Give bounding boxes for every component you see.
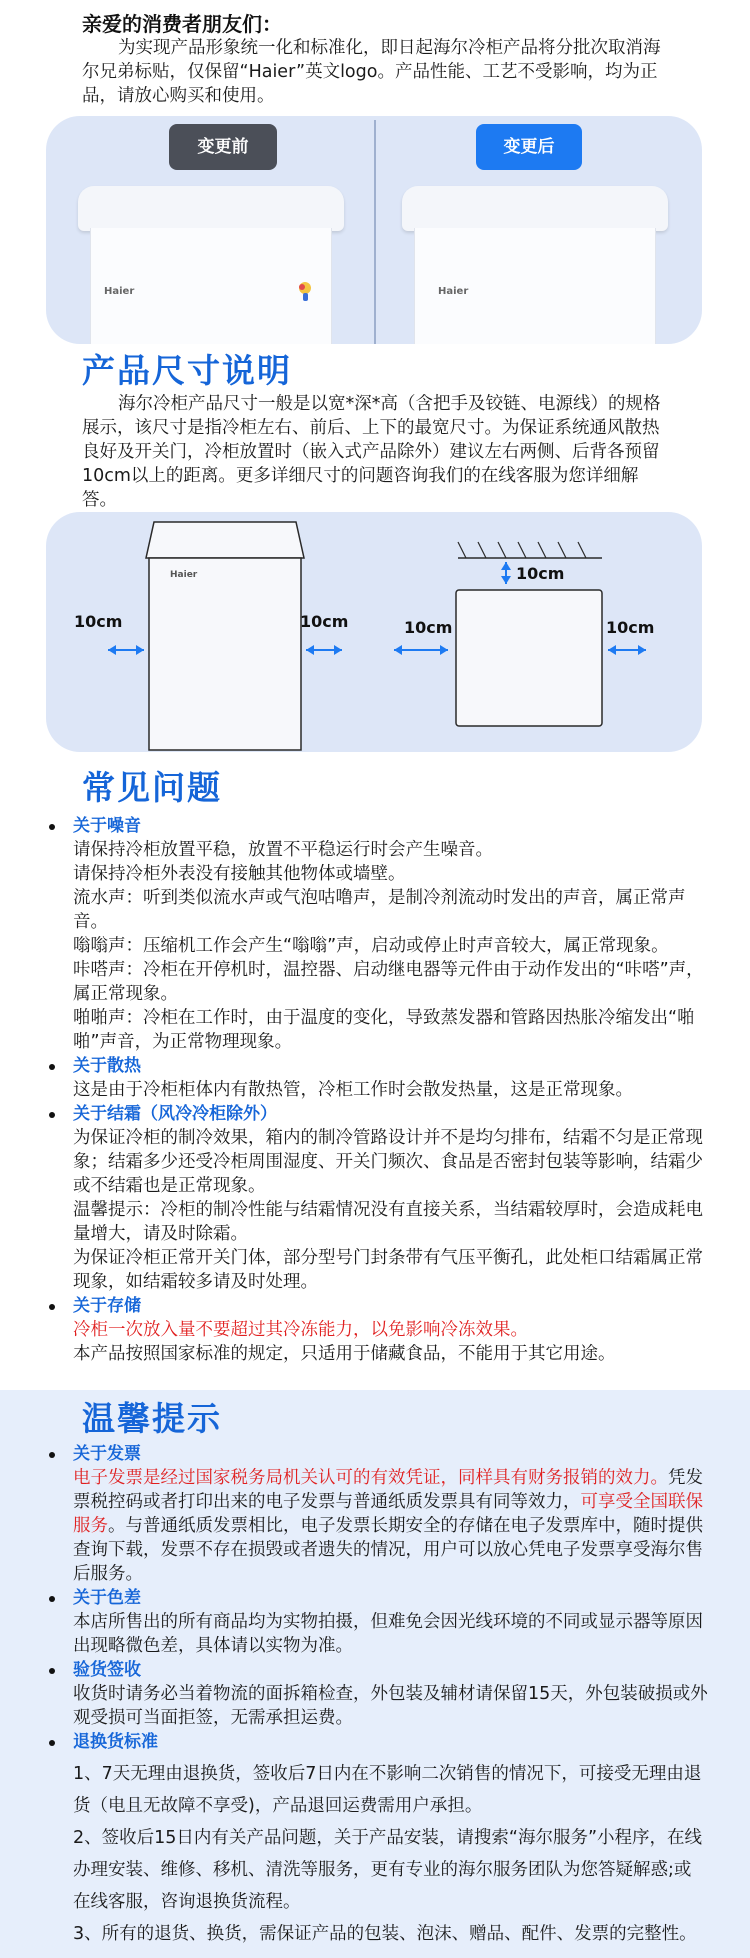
faq-heat-heading: 关于散热 bbox=[73, 1056, 141, 1076]
fridge-after-brand: Haier bbox=[438, 286, 469, 297]
faq-frost bbox=[48, 1102, 708, 1294]
freezer-diagram-brand: Haier bbox=[170, 570, 198, 580]
invoice-warranty-note: 可享受全国联保服务 bbox=[73, 1492, 703, 1536]
faq-noise-line: 嗡嗡声：压缩机工作会产生“嗡嗡”声，启动或停止时声音较大，属正常现象。 bbox=[73, 936, 669, 956]
faq-storage-line: 本产品按照国家标准的规定，只适用于储藏食品，不能用于其它用途。 bbox=[73, 1344, 616, 1364]
tips-list bbox=[48, 1442, 708, 1950]
faq-frost-line: 为保证冷柜的制冷效果，箱内的制冷管路设计并不是均匀排布，结霜不匀是正常现象；结霜多少还受冷柜周围湿度、开关门频次、食品是否密封包装等影响，结霜少或不结霜也是正常现象。 bbox=[73, 1128, 703, 1196]
dimensions-section-title: 产品尺寸说明 bbox=[82, 351, 292, 390]
faq-frost-line: 为保证冷柜正常开关门体，部分型号门封条带有气压平衡孔，此处柜口结霜属正常现象，如结霜较多请及时处理。 bbox=[73, 1248, 703, 1292]
before-change-label: 变更前 bbox=[169, 124, 277, 170]
dimensions-paragraph: 海尔冷柜产品尺寸一般是以宽*深*高（含把手及铰链、电源线）的规格展示，该尺寸是指冷柜左右、前后、上下的最宽尺寸。为保证系统通风散热良好及开关门，冷柜放置时（嵌入式产品除外）建议左右两侧、后背各预留10cm以上的距离。更多详细尺寸的问题咨询我们的在线客服为您详细解答。 bbox=[82, 394, 661, 510]
faq-heat-line: 这是由于冷柜柜体内有散热管，冷柜工作时会散发热量，这是正常现象。 bbox=[73, 1080, 633, 1100]
tip-color bbox=[48, 1586, 708, 1658]
freezer-top-view bbox=[456, 590, 602, 726]
tip-invoice-heading: 关于发票 bbox=[73, 1444, 141, 1464]
left-clearance-label: 10cm bbox=[74, 612, 123, 631]
right-clearance-arrow bbox=[306, 645, 342, 655]
faq-noise-heading: 关于噪音 bbox=[73, 816, 141, 836]
invoice-storage-note: 。与普通纸质发票相比，电子发票长期安全的存储在电子发票库中，随时提供查询下载，发票不存在损毁或者遗失的情况，用户可以放心凭电子发票享受海尔售后服务。 bbox=[73, 1516, 703, 1584]
tip-inspect bbox=[48, 1658, 708, 1730]
faq-frost-heading: 关于结霜（风冷冷柜除外） bbox=[73, 1104, 277, 1124]
clearance-diagram bbox=[46, 512, 702, 752]
tip-invoice bbox=[48, 1442, 708, 1586]
comparison-divider bbox=[374, 120, 376, 344]
tip-inspect-heading: 验货签收 bbox=[73, 1660, 141, 1680]
tip-color-heading: 关于色差 bbox=[73, 1588, 141, 1608]
tip-invoice-text bbox=[73, 1466, 708, 1586]
faq-storage bbox=[48, 1294, 708, 1366]
back-clearance-arrow bbox=[501, 562, 511, 584]
tip-color-text: 本店所售出的所有商品均为实物拍摄，但难免会因光线环境的不同或显示器等原因出现略微色差，具体请以实物为准。 bbox=[73, 1612, 703, 1656]
tip-returns-heading: 退换货标准 bbox=[73, 1732, 158, 1752]
faq-noise-line: 啪啪声：冷柜在工作时，由于温度的变化，导致蒸发器和管路因热胀冷缩发出“啪啪”声音，为正常物理现象。 bbox=[73, 1008, 695, 1052]
haier-brothers-sticker-icon bbox=[294, 280, 316, 302]
top-view-right-arrow bbox=[608, 645, 646, 655]
tip-returns-item: 2、签收后15日内有关产品问题，关于产品安装，请搜索“海尔服务”小程序，在线办理安装、维修、移机、清洗等服务，更有专业的海尔服务团队为您答疑解惑;或在线客服，咨询退换货流程。 bbox=[73, 1828, 703, 1912]
fridge-after-lid bbox=[402, 186, 668, 231]
tip-inspect-text: 收货时请务必当着物流的面拆箱检查，外包装及辅材请保留15天，外包装破损或外观受损可当面拒签，无需承担运费。 bbox=[73, 1684, 708, 1728]
tip-returns-item: 1、7天无理由退换货，签收后7日内在不影响二次销售的情况下，可接受无理由退货（电且无故障不享受)，产品退回运费需用户承担。 bbox=[73, 1764, 702, 1816]
invoice-validity-note: 电子发票是经过国家税务局机关认可的有效凭证，同样具有财务报销的效力。 bbox=[73, 1468, 668, 1488]
back-clearance-label: 10cm bbox=[516, 564, 565, 583]
faq-section-title: 常见问题 bbox=[82, 768, 222, 807]
fridge-before-lid bbox=[78, 186, 344, 231]
faq-noise bbox=[48, 814, 708, 1054]
faq-noise-line: 咔嗒声：冷柜在开停机时，温控器、启动继电器等元件由于动作发出的“咔嗒”声，属正常现象。 bbox=[73, 960, 704, 1004]
fridge-before-brand: Haier bbox=[104, 286, 135, 297]
logo-comparison-panel bbox=[46, 116, 702, 344]
clearance-diagram-panel bbox=[46, 512, 702, 752]
top-view-right-label: 10cm bbox=[606, 618, 655, 637]
faq-frost-line: 温馨提示：冷柜的制冷性能与结霜情况没有直接关系，当结霜较厚时，会造成耗电量增大，请及时除霜。 bbox=[73, 1200, 703, 1244]
wall-hatching bbox=[458, 542, 602, 558]
faq-storage-warning: 冷柜一次放入量不要超过其冷冻能力，以免影响冷冻效果。 bbox=[73, 1320, 528, 1340]
faq-storage-heading: 关于存储 bbox=[73, 1296, 141, 1316]
invoice-equivalence-note: 凭发票税控码或者打印出来的电子发票与普通纸质发票具有同等效力， bbox=[73, 1468, 703, 1512]
tips-section-title: 温馨提示 bbox=[82, 1399, 222, 1438]
faq-noise-line: 请保持冷柜放置平稳，放置不平稳运行时会产生噪音。 bbox=[73, 840, 493, 860]
tip-returns-item: 3、所有的退货、换货，需保证产品的包装、泡沫、赠品、配件、发票的完整性。 bbox=[73, 1924, 697, 1944]
faq-list bbox=[48, 814, 708, 1366]
greeting-heading: 亲爱的消费者朋友们： bbox=[82, 12, 282, 36]
freezer-front-view bbox=[146, 522, 304, 750]
tip-returns bbox=[48, 1730, 708, 1950]
right-clearance-label: 10cm bbox=[300, 612, 349, 631]
faq-noise-line: 流水声：听到类似流水声或气泡咕噜声，是制冷剂流动时发出的声音，属正常声音。 bbox=[73, 888, 686, 932]
top-view-left-arrow bbox=[394, 645, 448, 655]
left-clearance-arrow bbox=[108, 645, 144, 655]
faq-heat bbox=[48, 1054, 708, 1102]
top-view-left-label: 10cm bbox=[404, 618, 453, 637]
faq-noise-line: 请保持冷柜外表没有接触其他物体或墙壁。 bbox=[73, 864, 406, 884]
after-change-label: 变更后 bbox=[476, 124, 582, 170]
intro-paragraph: 为实现产品形象统一化和标准化，即日起海尔冷柜产品将分批次取消海尔兄弟标贴，仅保留“Haier”英文logo。产品性能、工艺不受影响，均为正品，请放心购买和使用。 bbox=[82, 38, 661, 106]
